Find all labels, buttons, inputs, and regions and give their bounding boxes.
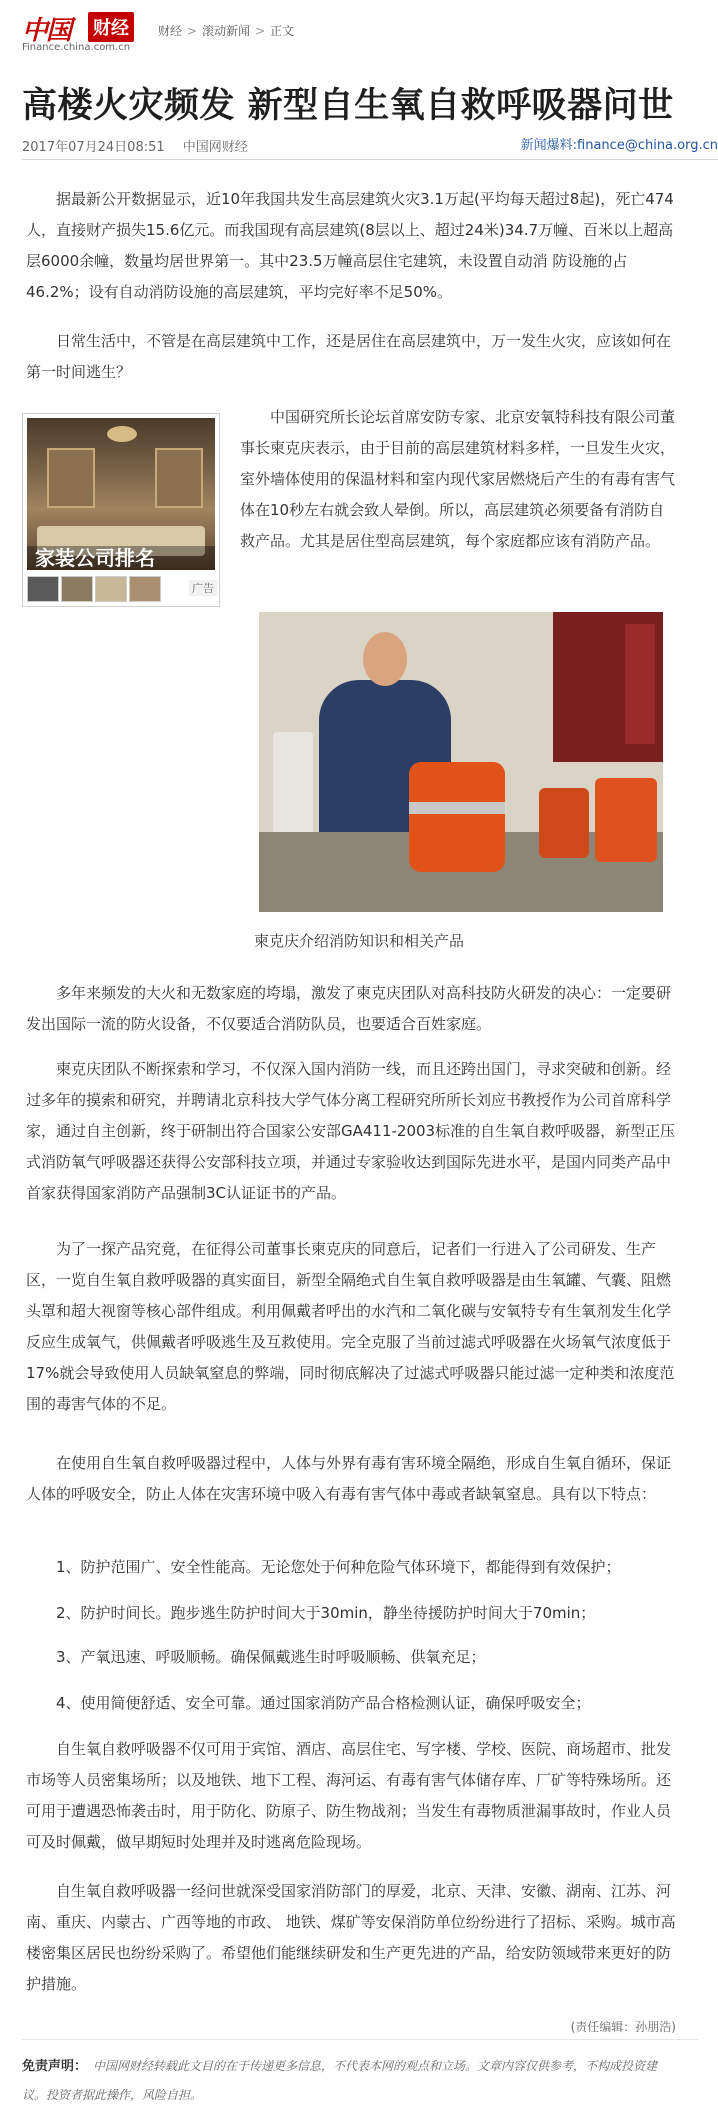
logo-caijing: 财经 [88, 12, 134, 42]
photo-caption: 柬克庆介绍消防知识和相关产品 [253, 932, 464, 950]
ad-label: 广告 [189, 580, 217, 596]
divider [22, 159, 718, 160]
ad-frame [155, 448, 203, 508]
list-item: 1、防护范围广、安全性能高。无论您处于何种危险气体环境下，都能得到有效保护； [56, 1558, 621, 1576]
breadcrumb-sep: > [187, 24, 198, 38]
ad-box[interactable] [22, 413, 220, 607]
disclaimer-label: 免责声明： [22, 2059, 88, 2074]
list-item: 4、使用简便舒适、安全可靠。通过国家消防产品合格检测认证，确保呼吸安全； [56, 1694, 591, 1712]
site-header [0, 0, 718, 53]
photo-product-bag [539, 788, 589, 858]
photo-bag-strip [409, 802, 505, 814]
article-title: 高楼火灾频发 新型自生氧自救呼吸器问世 [22, 86, 674, 126]
logo-china: 中国 [22, 16, 71, 46]
article-meta [22, 136, 262, 155]
paragraph: 柬克庆团队不断探索和学习，不仅深入国内消防一线，而且还跨出国门，寻求突破和创新。经过多年的摸索和研究，并聘请北京科技大学气体分离工程研究所所长刘应书教授作为公司首席科学家，通过自主创新，终于研制出符合国家公安部GA411-2003标准的自生氧自救呼吸器，新型正压式消防氧气呼吸器还获得公安部科技立项，并通过专家验收达到国际先进水平，是国内同类产品中首家获得国家消防产品强制3C认证证书的产品。 [26, 1060, 676, 1202]
breadcrumb-sep: > [255, 24, 266, 38]
article-source[interactable]: 中国网财经 [182, 140, 248, 155]
ad-thumb[interactable] [27, 576, 59, 602]
paragraph: 自生氧自救呼吸器不仅可用于宾馆、酒店、高层住宅、写字楼、学校、医院、商场超市、批发市场等人员密集场所；以及地铁、地下工程、海河运、有毒有害气体储存库、厂矿等特殊场所。还可用于遭遇恐怖袭击时，用于防化、防原子、防生物战剂；当发生有毒物质泄漏事故时，作业人员可及时佩戴，做早期短时处理并及时逃离危险现场。 [26, 1740, 672, 1851]
ad-frame [47, 448, 95, 508]
paragraph: 自生氧自救呼吸器一经问世就深受国家消防部门的厚爱，北京、天津、安徽、湖南、江苏、河南、重庆、内蒙古、广西等地的市政、 地铁、煤矿等安保消防单位纷纷进行了招标、采购。城市高楼密集区居民也纷纷采购了。希望他们能继续研发和生产更先进的产品，给安防领域带来更好的防护措施。 [26, 1882, 676, 1993]
breadcrumb-rolling-news[interactable]: 滚动新闻 [202, 24, 251, 38]
logo-domain: Finance.china.com.cn [22, 42, 131, 53]
ad-lamp [107, 426, 137, 442]
paragraph: 为了一探产品究竟，在征得公司董事长柬克庆的同意后，记者们一行进入了公司研发、生产区，一览自生氧自救呼吸器的真实面目，新型全隔绝式自生氧自救呼吸器是由生氧罐、气囊、阻燃头罩和超大视窗等核心部件组成。利用佩戴者呼出的水汽和二氧化碳与安氧特专有生氧剂发生化学反应生成氧气，供佩戴者呼吸逃生及互救使用。完全克服了当前过滤式呼吸器在火场氧气浓度低于17%就会导致使用人员缺氧窒息的弊端，同时彻底解决了过滤式呼吸器只能过滤一定种类和浓度范围的毒害气体的不足。 [26, 1240, 675, 1413]
photo-person-head [363, 632, 407, 686]
photo-product-bag [409, 762, 505, 872]
breadcrumb-current: 正文 [270, 24, 295, 38]
disclaimer-text: 中国网财经转载此文目的在于传递更多信息，不代表本网的观点和立场。文章内容仅供参考，不构成投资建议。投资者据此操作，风险自担。 [22, 2059, 658, 2102]
ad-thumbnails [27, 576, 215, 600]
news-tip-link[interactable]: 新闻爆料:finance@china.org.cn [520, 138, 718, 153]
paragraph: 在使用自生氧自救呼吸器过程中，人体与外界有毒有害环境全隔绝，形成自生氧自循环，保证人体的呼吸安全，防止人体在灾害环境中吸入有毒有害气体中毒或者缺氧窒息。具有以下特点： [26, 1454, 672, 1503]
photo-machine [273, 732, 313, 842]
list-item: 3、产氧迅速、呼吸顺畅。确保佩戴逃生时呼吸顺畅、供氧充足； [56, 1648, 486, 1666]
breadcrumb [158, 22, 294, 39]
breadcrumb-caijing[interactable]: 财经 [158, 24, 183, 38]
paragraph: 多年来频发的大火和无数家庭的垮塌，激发了柬克庆团队对高科技防火研发的决心：一定要研发出国际一流的防火设备，不仅要适合消防队员，也要适合百姓家庭。 [26, 984, 672, 1033]
paragraph: 中国研究所长论坛首席安防专家、北京安氧特科技有限公司董事长柬克庆表示，由于目前的高层建筑材料多样，一旦发生火灾，室外墙体使用的保温材料和室内现代家居燃烧后产生的有毒有害气体在10秒左右就会致人晕倒。所以，高层建筑必须要备有消防自救产品。尤其是居住型高层建筑，每个家庭都应该有消防产品。 [240, 408, 676, 550]
ad-thumb[interactable] [61, 576, 93, 602]
list-item: 2、防护时间长。跑步逃生防护时间大于30min，静坐待援防护时间大于70min； [56, 1604, 596, 1622]
divider [22, 2039, 698, 2040]
paragraph: 据最新公开数据显示，近10年我国共发生高层建筑火灾3.1万起(平均每天超过8起)，死亡474 人，直接财产损失15.6亿元。而我国现有高层建筑(8层以上、超过24米)34.7万幢、百米以上超高层6000余幢，数量均居世界第一。其中23.5万幢高层住宅建筑，未设置自动消 防设施的占46.2%；设有自动消防设施的高层建筑，平均完好率不足50%。 [26, 190, 674, 301]
disclaimer [22, 2052, 672, 2109]
editor-credit: (责任编辑：孙朋浩) [570, 2020, 676, 2034]
ad-thumb[interactable] [129, 576, 161, 602]
article-photo [259, 612, 663, 912]
photo-banner [625, 624, 655, 744]
paragraph: 日常生活中，不管是在高层建筑中工作，还是居住在高层建筑中，万一发生火灾，应该如何在第一时间逃生？ [26, 332, 672, 381]
photo-product-bag [595, 778, 657, 862]
ad-headline[interactable]: 家装公司排名 [27, 546, 215, 570]
article-date: 2017年07月24日08:51 [22, 140, 165, 155]
ad-thumb[interactable] [95, 576, 127, 602]
